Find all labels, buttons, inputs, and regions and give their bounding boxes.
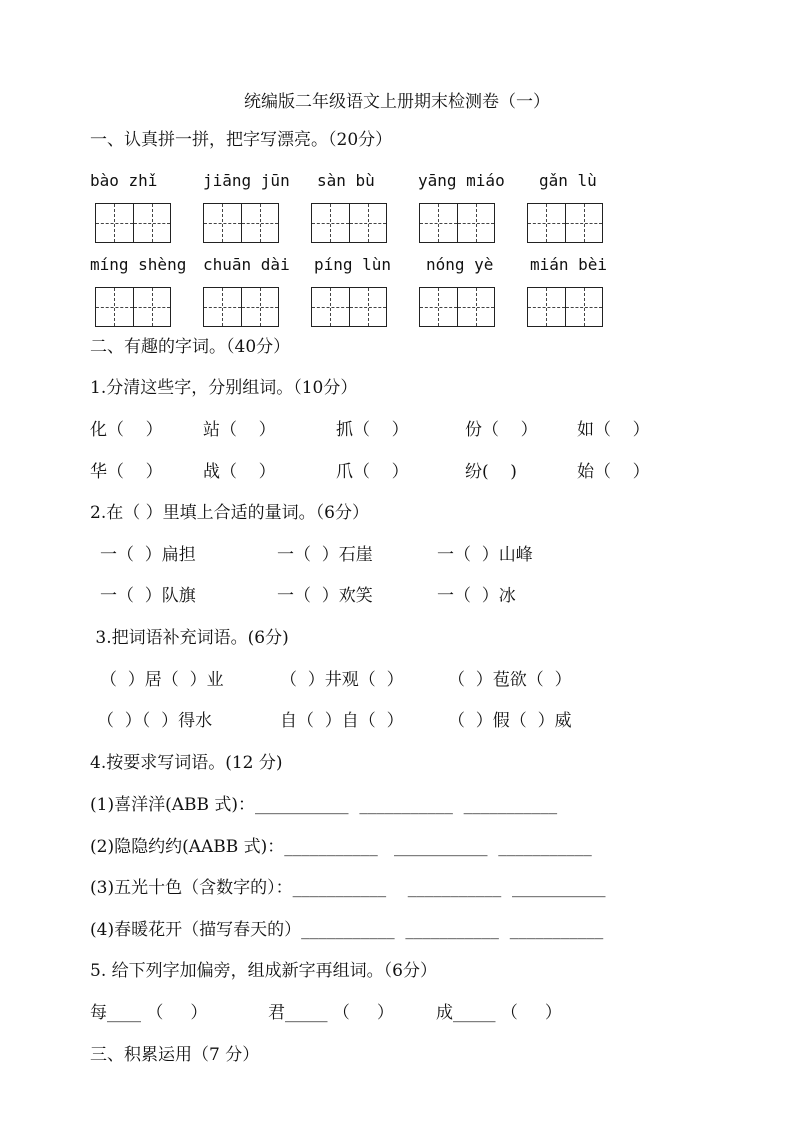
pinyin-9: nóng yè bbox=[426, 255, 494, 274]
exam-title: 统编版二年级语文上册期末检测卷（一） bbox=[244, 92, 550, 112]
q2-item: 一（ ）欢笑 bbox=[277, 586, 373, 606]
pinyin-1: bào zhǐ bbox=[90, 171, 158, 190]
q1-item: 如（ ） bbox=[577, 420, 650, 440]
pinyin-7: chuān dài bbox=[203, 255, 290, 274]
q1-item: 纷( ) bbox=[465, 462, 517, 482]
writing-grid[interactable] bbox=[203, 203, 279, 243]
q2-item: 一（ ）扁担 bbox=[100, 545, 196, 565]
section-2-heading: 二、有趣的字词。（40分） bbox=[90, 337, 291, 357]
q5-heading: 5. 给下列字加偏旁，组成新字再组词。（6分） bbox=[90, 961, 437, 981]
q3-item: 自（ ）自（ ） bbox=[280, 711, 404, 731]
q1-item: 站（ ） bbox=[203, 420, 276, 440]
q1-item: 始（ ） bbox=[577, 462, 650, 482]
pinyin-4: yāng miáo bbox=[418, 171, 505, 190]
q3-item: （ ）井观（ ） bbox=[280, 670, 404, 690]
q1-item: 战（ ） bbox=[203, 462, 276, 482]
q4-line-2[interactable]: (2)隐隐约约(AABB 式)：___________ ___________ ___________ bbox=[90, 837, 592, 857]
q1-item: 化（ ） bbox=[90, 420, 163, 440]
q5-item[interactable]: 君_____ （ ） bbox=[268, 1003, 394, 1023]
writing-grid[interactable] bbox=[527, 287, 603, 327]
q3-item: （ ）假（ ）威 bbox=[448, 711, 572, 731]
q4-line-3[interactable]: (3)五光十色（含数字的）：___________ ___________ ___________ bbox=[90, 878, 606, 898]
q2-item: 一（ ）冰 bbox=[437, 586, 516, 606]
writing-grid[interactable] bbox=[95, 203, 171, 243]
writing-grid[interactable] bbox=[419, 203, 495, 243]
q1-heading: 1.分清这些字，分别组词。（10分） bbox=[90, 378, 358, 398]
q2-item: 一（ ）山峰 bbox=[437, 545, 533, 565]
pinyin-10: mián bèi bbox=[530, 255, 608, 274]
q3-heading: 3.把词语补充词语。(6分) bbox=[90, 628, 289, 648]
pinyin-6: míng shèng bbox=[90, 255, 187, 274]
pinyin-5: gǎn lù bbox=[539, 171, 597, 190]
q4-heading: 4.按要求写词语。(12 分) bbox=[90, 753, 283, 773]
q4-line-4[interactable]: (4)春暖花开（描写春天的）___________ ___________ ___________ bbox=[90, 920, 604, 940]
pinyin-2: jiāng jūn bbox=[203, 171, 290, 190]
q1-item: 爪（ ） bbox=[336, 462, 409, 482]
q5-item[interactable]: 成_____ （ ） bbox=[436, 1003, 562, 1023]
q3-item: （ ）居（ ）业 bbox=[100, 670, 224, 690]
writing-grid[interactable] bbox=[419, 287, 495, 327]
q1-item: 份（ ） bbox=[465, 420, 538, 440]
q5-item[interactable]: 每____ （ ） bbox=[90, 1003, 208, 1023]
q3-item: （ ）（ ）得水 bbox=[97, 711, 213, 731]
writing-grid[interactable] bbox=[311, 287, 387, 327]
q2-heading: 2.在（ ）里填上合适的量词。（6分） bbox=[90, 503, 369, 523]
writing-grid[interactable] bbox=[311, 203, 387, 243]
q3-item: （ ）苞欲（ ） bbox=[448, 670, 572, 690]
pinyin-8: píng lùn bbox=[314, 255, 392, 274]
q1-item: 华（ ） bbox=[90, 462, 163, 482]
q1-item: 抓（ ） bbox=[336, 420, 409, 440]
writing-grid[interactable] bbox=[95, 287, 171, 327]
q2-item: 一（ ）石崖 bbox=[277, 545, 373, 565]
section-3-heading: 三、积累运用（7 分） bbox=[90, 1045, 260, 1065]
writing-grid[interactable] bbox=[527, 203, 603, 243]
writing-grid[interactable] bbox=[203, 287, 279, 327]
q2-item: 一（ ）队旗 bbox=[100, 586, 196, 606]
q4-line-1[interactable]: (1)喜洋洋(ABB 式)：___________ ___________ ___________ bbox=[90, 795, 558, 815]
section-1-heading: 一、认真拼一拼，把字写漂亮。（20分） bbox=[90, 130, 393, 150]
pinyin-3: sàn bù bbox=[317, 171, 375, 190]
